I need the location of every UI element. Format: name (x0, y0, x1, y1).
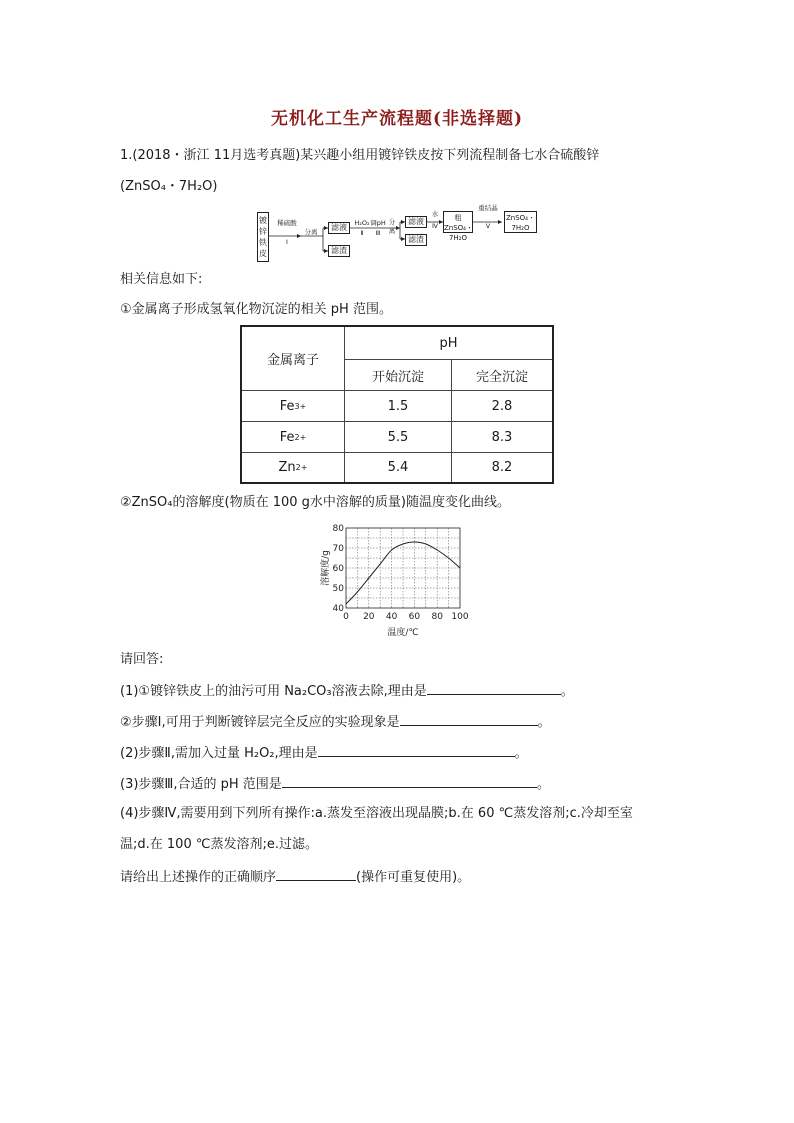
question-4c: 请给出上述操作的正确顺序 (操作可重复使用)。 (120, 867, 470, 887)
question-1a: (1)①镀锌铁皮上的油污可用 Na₂CO₃溶液去除,理由是 。 (120, 681, 574, 701)
info2-text: ②ZnSO₄的溶解度(物质在 100 g水中溶解的质量)随温度变化曲线。 (120, 495, 510, 510)
step5-label: 分离 (388, 218, 396, 235)
info-heading: 相关信息如下: (120, 272, 203, 287)
x-tick-label: 60 (408, 612, 421, 622)
page-title: 无机化工生产流程题(非选择题) (270, 109, 524, 129)
x-tick-label: 40 (385, 612, 398, 622)
table-cell-start: 1.5 (387, 398, 409, 414)
x-tick-label: 20 (363, 612, 375, 622)
table-cell-complete: 8.2 (491, 460, 513, 475)
table-header-complete: 完全沉淀 (475, 369, 528, 385)
table-row-ion: Fe 2+ (279, 429, 307, 445)
table-cell-complete: 8.3 (491, 429, 513, 445)
y-tick-label: 40 (332, 604, 344, 614)
solubility-chart (318, 522, 478, 642)
step7-reagent: 重结晶 (478, 204, 498, 212)
question-4b: 温;d.在 100 ℃蒸发溶剂;e.过滤。 (120, 837, 318, 852)
table-cell-start: 5.4 (387, 460, 409, 475)
question-stem-line1: 1.(2018・浙江 11月选考真题)某兴趣小组用镀锌铁皮按下列流程制备七水合硫酸锌 (120, 148, 600, 163)
y-tick-label: 70 (332, 544, 344, 554)
start-material-box: 镀锌铁皮 (257, 212, 269, 262)
table-cell-complete: 2.8 (491, 398, 513, 414)
table-row-ion: Zn 2+ (278, 460, 308, 475)
step2-label: 分离 (304, 228, 318, 236)
chart-grid (346, 528, 460, 608)
step6-number: Ⅳ (432, 222, 438, 230)
x-tick-label: 80 (431, 612, 443, 622)
residue1-box: 滤渣 (328, 245, 350, 257)
final-product-box: ZnSO₄・7H₂O (504, 211, 537, 233)
y-tick-label: 50 (332, 584, 344, 594)
step1-number: Ⅰ (286, 238, 288, 246)
step7-number: Ⅴ (485, 222, 491, 230)
table-header-ion: 金属离子 (266, 353, 319, 368)
info1-text: ①金属离子形成氢氧化物沉淀的相关 pH 范围。 (120, 302, 392, 317)
table-header-start: 开始沉淀 (371, 369, 424, 385)
filtrate1-box: 滤液 (328, 222, 350, 234)
x-tick-label: 100 (451, 612, 469, 622)
step4-reagent: 调pH (370, 219, 386, 227)
step4-number: Ⅲ (375, 229, 381, 237)
table-cell-start: 5.5 (387, 429, 409, 445)
question-3: (3)步骤Ⅲ,合适的 pH 范围是 。 (120, 774, 550, 794)
answer-blank-2[interactable] (318, 743, 515, 757)
filtrate2-box: 滤液 (405, 216, 427, 228)
step3-number: Ⅱ (360, 229, 364, 237)
crude-product-box: 粗ZnSO₄・7H₂O (443, 211, 473, 233)
question-2: (2)步骤Ⅱ,需加入过量 H₂O₂,理由是 。 (120, 743, 528, 763)
step3-reagent: H₂O₂ (354, 219, 370, 227)
question-4a: (4)步骤Ⅳ,需要用到下列所有操作:a.蒸发至溶液出现晶膜;b.在 60 ℃蒸发溶剂;c.冷却至室 (120, 806, 633, 821)
y-tick-label: 80 (332, 524, 344, 534)
flow-arrows (256, 208, 541, 264)
question-1b: ②步骤Ⅰ,可用于判断镀锌层完全反应的实验现象是 。 (120, 712, 551, 732)
step6-reagent: 水 (431, 210, 439, 218)
residue2-box: 滤渣 (405, 234, 427, 246)
answer-blank-1b[interactable] (400, 712, 538, 726)
ph-range-table (240, 325, 554, 484)
x-axis-label: 温度/℃ (387, 628, 419, 638)
table-header-ph: pH (439, 335, 458, 351)
process-flow-diagram (256, 204, 541, 264)
table-row-ion: Fe 3+ (279, 398, 307, 414)
answer-blank-1a[interactable] (427, 681, 561, 695)
answer-blank-4[interactable] (276, 867, 356, 881)
step1-reagent: 稀硫酸 (277, 219, 297, 227)
x-tick-label: 0 (343, 612, 349, 622)
y-axis-label: 溶解度/g (321, 550, 331, 586)
answer-blank-3[interactable] (282, 774, 537, 788)
y-tick-label: 60 (332, 564, 344, 574)
question-stem-line2: (ZnSO₄・7H₂O) (120, 179, 218, 194)
answer-prompt: 请回答: (120, 652, 164, 667)
